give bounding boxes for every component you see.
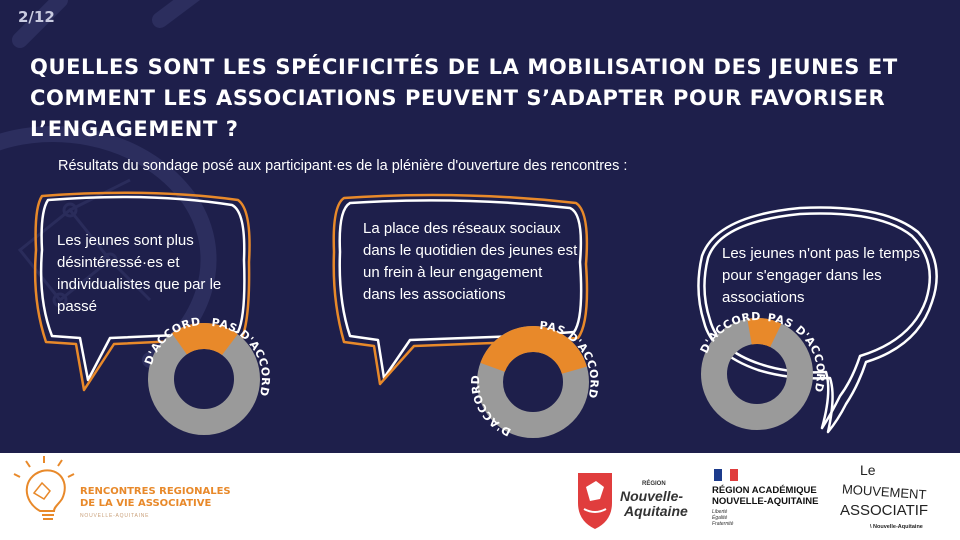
mouvement-logo-line4: \ Nouvelle-Aquitaine [870, 524, 923, 530]
event-logo-line3: NOUVELLE-AQUITAINE [80, 513, 150, 519]
page-title: QUELLES SONT LES SPÉCIFICITÉS DE LA MOBILISATION DES JEUNES ET COMMENT LES ASSOCIATIONS PEUVENT S’ADAPTER POUR FAVORISER L’ENGAGEMENT ? [30, 55, 898, 141]
poll-subtitle: Résultats du sondage posé aux participant·es de la plénière d'ouverture des rencontres : [58, 158, 628, 174]
ring-3-agree-label: D'ACCORD [697, 309, 761, 356]
region-logo-small: RÉGION [642, 481, 666, 487]
poll-statement-1: Les jeunes sont plus désintéressé·es et individualistes que par le passé [57, 232, 222, 315]
poll-ring-3 [698, 310, 828, 427]
region-logo-line1: Nouvelle- [620, 488, 684, 504]
ring-2-agree-label: D'ACCORD [468, 374, 514, 439]
region-logo [578, 473, 688, 529]
ring-1-disagree-label: PAS D'ACCORD [210, 315, 273, 398]
region-logo-line2: Aquitaine [624, 503, 688, 519]
footer-logos [0, 453, 960, 540]
poll-statement-2: La place des réseaux sociaux dans le quotidien des jeunes est un frein à leur engagement dans les associations [363, 220, 578, 303]
ring-3-disagree-label: PAS D'ACCORD [766, 311, 828, 394]
page-number: 2/12 [18, 8, 55, 26]
academy-logo-line2: NOUVELLE-AQUITAINE [712, 496, 819, 507]
ring-3-agree-segment [750, 331, 776, 335]
footer-logo-layer [0, 453, 960, 540]
poll-statement-3: Les jeunes n'ont pas le temps pour s'engager dans les associations [722, 245, 920, 306]
event-logo-line1: RENCONTRES REGIONALES [80, 486, 231, 497]
mouvement-logo-line2: MOUVEMENT [841, 481, 927, 503]
region-shield-icon [578, 473, 612, 529]
mouvement-logo-line1: Le [860, 462, 876, 478]
ring-1-agree-segment [179, 336, 230, 345]
ring-2-disagree-label: PAS D'ACCORD [538, 318, 601, 400]
ring-1-agree-label: D'ACCORD [142, 314, 202, 367]
mouvement-associatif-logo [840, 462, 928, 530]
poll-ring-1 [142, 315, 272, 432]
ring-2-agree-segment [493, 339, 575, 370]
french-flag-icon [714, 469, 738, 481]
lightbulb-icon [14, 456, 74, 519]
academy-logo [712, 469, 818, 527]
event-logo-line2: DE LA VIE ASSOCIATIVE [80, 498, 212, 509]
academy-motto-3: Fraternité [712, 521, 734, 527]
academy-motto-1: Liberté [712, 509, 728, 515]
mouvement-logo-line3: ASSOCIATIF [840, 502, 929, 519]
academy-motto-2: Égalité [712, 515, 728, 521]
academy-logo-line1: RÉGION ACADÉMIQUE [712, 485, 817, 496]
event-logo [14, 456, 231, 519]
